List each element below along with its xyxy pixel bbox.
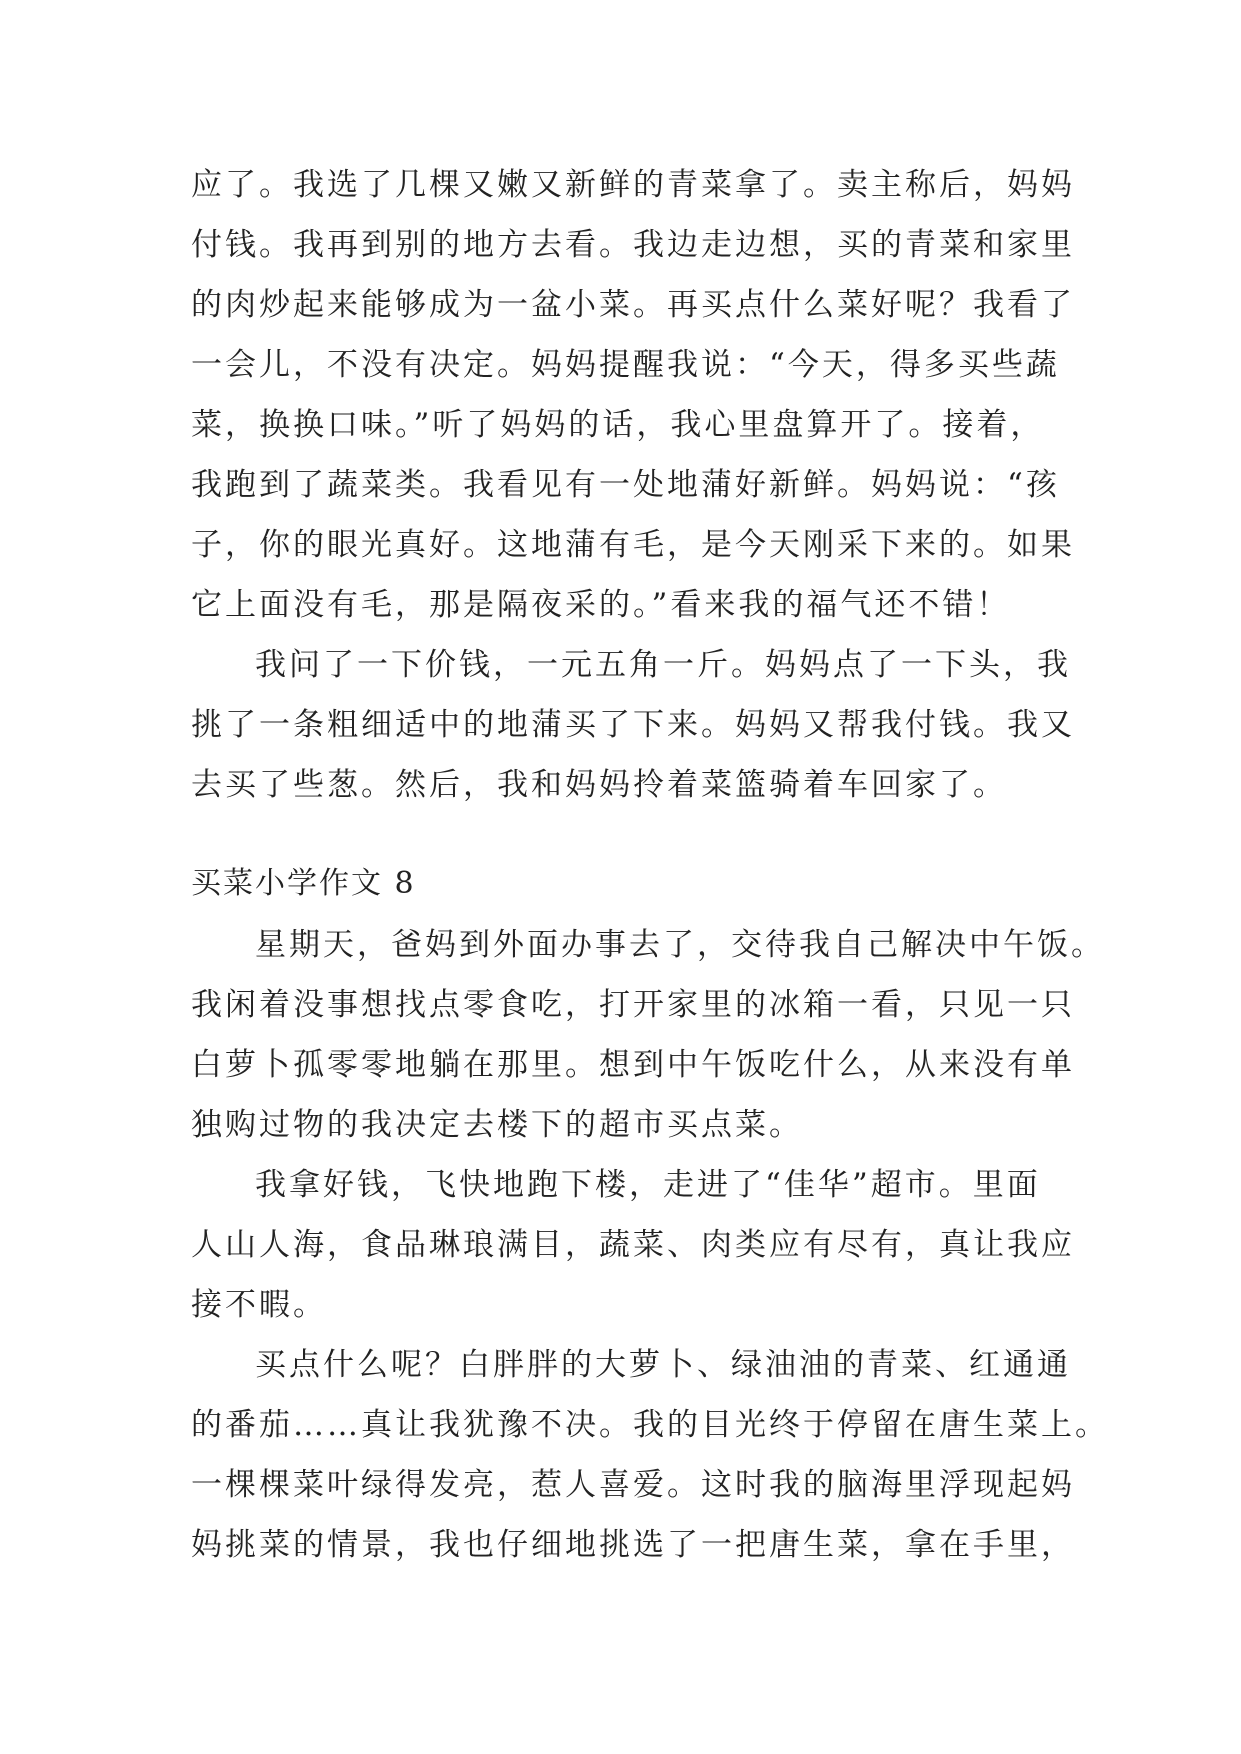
text-line: 我跑到了蔬菜类。我看见有一处地蒲好新鲜。妈妈说：“孩 (191, 467, 1060, 503)
text-line: 人山人海，食品琳琅满目，蔬菜、肉类应有尽有，真让我应 (191, 1227, 1075, 1263)
text-line: 买点什么呢？白胖胖的大萝卜、绿油油的青菜、红通通 (255, 1347, 1071, 1383)
text-line: 独购过物的我决定去楼下的超市买点菜。 (191, 1107, 803, 1143)
text-line: 付钱。我再到别的地方去看。我边走边想，买的青菜和家里 (191, 227, 1075, 263)
text-line: 我问了一下价钱，一元五角一斤。妈妈点了一下头，我 (255, 647, 1071, 683)
text-line: 星期天，爸妈到外面办事去了，交待我自己解决中午饭。 (255, 927, 1105, 963)
text-line: 的肉炒起来能够成为一盆小菜。再买点什么菜好呢？我看了 (191, 287, 1075, 323)
text-line: 接不暇。 (191, 1287, 327, 1323)
text-line: 它上面没有毛，那是隔夜采的。”看来我的福气还不错！ (191, 587, 1011, 623)
text-line: 我闲着没事想找点零食吃，打开家里的冰箱一看，只见一只 (191, 987, 1075, 1023)
text-line: 菜，换换口味。”听了妈妈的话，我心里盘算开了。接着， (191, 407, 1045, 443)
text-line: 挑了一条粗细适中的地蒲买了下来。妈妈又帮我付钱。我又 (191, 707, 1075, 743)
text-line: 我拿好钱，飞快地跑下楼，走进了“佳华”超市。里面 (255, 1167, 1041, 1203)
text-line: 的番茄……真让我犹豫不决。我的目光终于停留在唐生菜上。 (191, 1407, 1109, 1443)
text-line: 妈挑菜的情景，我也仔细地挑选了一把唐生菜，拿在手里， (191, 1527, 1075, 1563)
text-line: 一棵棵菜叶绿得发亮，惹人喜爱。这时我的脑海里浮现起妈 (191, 1467, 1075, 1503)
text-line: 去买了些葱。然后，我和妈妈拎着菜篮骑着车回家了。 (191, 767, 1007, 803)
text-line: 白萝卜孤零零地躺在那里。想到中午饭吃什么，从来没有单 (191, 1047, 1075, 1083)
text-line: 一会儿，不没有决定。妈妈提醒我说：“今天，得多买些蔬 (191, 347, 1060, 383)
text-line: 子，你的眼光真好。这地蒲有毛，是今天刚采下来的。如果 (191, 527, 1075, 563)
section-heading: 买菜小学作文 8 (191, 866, 416, 901)
text-line: 应了。我选了几棵又嫩又新鲜的青菜拿了。卖主称后，妈妈 (191, 167, 1075, 203)
